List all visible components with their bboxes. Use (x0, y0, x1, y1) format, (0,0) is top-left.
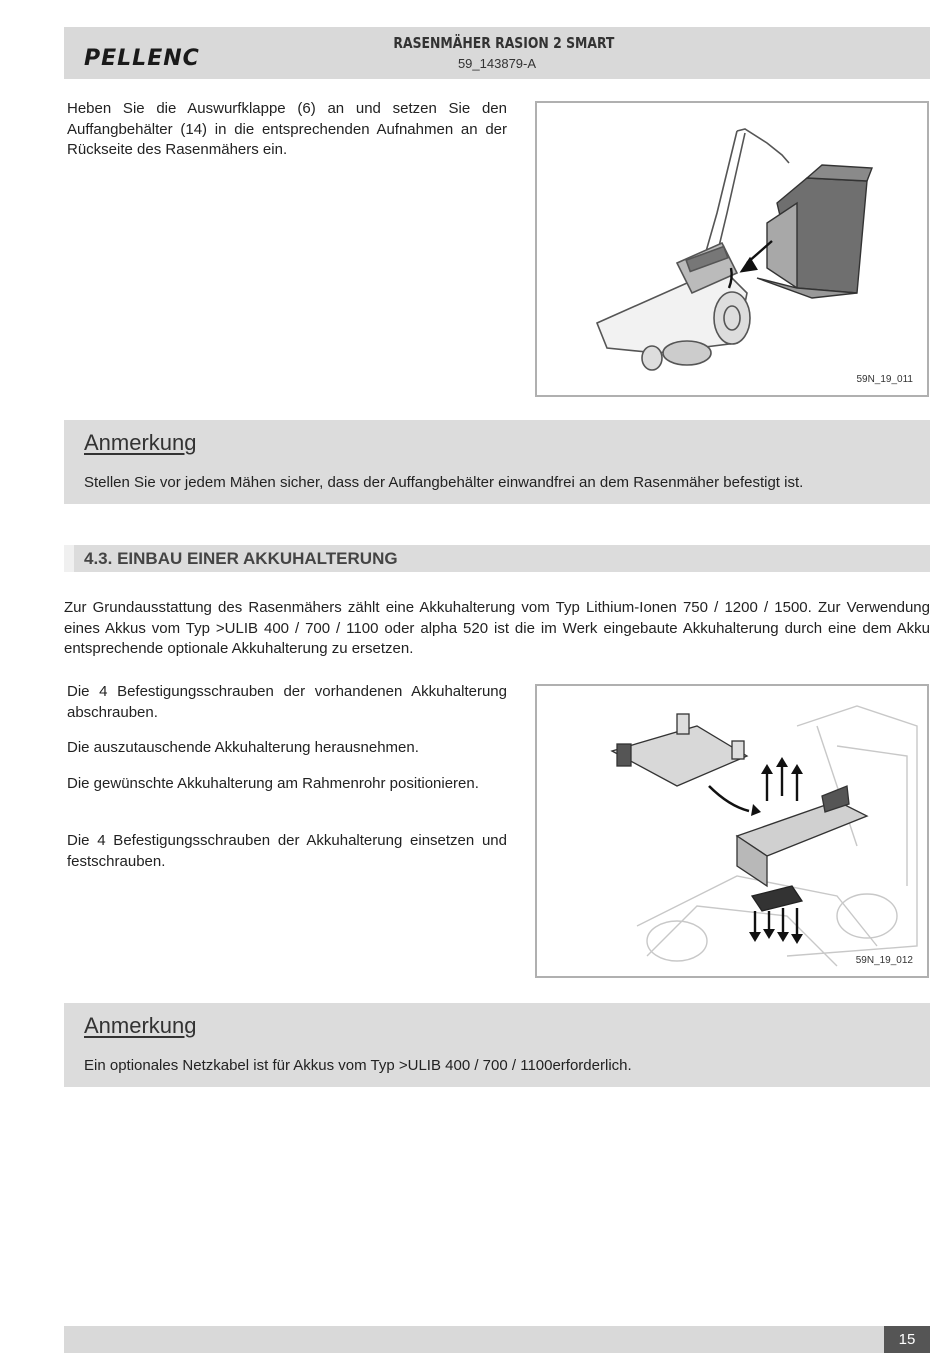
mounting-instruction-paragraph: Heben Sie die Auswurfklappe (6) an und setzen Sie den Auffangbehälter (14) in die entsprechenden Aufnahmen an der Rückseite des Rasenmähers ein. (67, 100, 507, 158)
section-header (64, 545, 930, 572)
note-title: Anmerkung (84, 1013, 197, 1038)
step-paragraph: Die 4 Befestigungsschrauben der vorhandenen Akkuhalterung abschrauben. (67, 683, 507, 721)
lawnmower-catcher-illustration (537, 103, 927, 395)
page-footer (64, 1326, 930, 1353)
step-paragraph: Die 4 Befestigungsschrauben der Akkuhalterung einsetzen und festschrauben. (67, 832, 507, 870)
note-title: Anmerkung (84, 430, 197, 455)
document-number: 59_143879-A (457, 56, 537, 71)
step-paragraph: Die gewünschte Akkuhalterung am Rahmenrohr positionieren. (67, 775, 479, 792)
grass-catcher-figure (535, 101, 929, 397)
battery-holder-figure (535, 684, 929, 978)
document-title: RASENMÄHER RASION 2 SMART (393, 34, 615, 52)
note-text: Ein optionales Netzkabel ist für Akkus vom Typ >ULIB 400 / 700 / 1100erforderlich. (84, 1057, 632, 1074)
figure-reference-code: 59N_19_012 (855, 955, 913, 966)
note-text: Stellen Sie vor jedem Mähen sicher, dass der Auffangbehälter einwandfrei an dem Rasenmäher befestigt ist. (84, 474, 804, 491)
note-box (64, 420, 930, 504)
note-box (64, 1003, 930, 1087)
brand-logo: PELLENC (84, 46, 200, 71)
battery-holder-illustration (537, 686, 927, 976)
section-title: 4.3. EINBAU EINER AKKUHALTERUNG (84, 549, 398, 568)
section-intro-paragraph: Zur Grundausstattung des Rasenmähers zählt eine Akkuhalterung vom Typ Lithium-Ionen 750 / 1200 / 1500. Zur Verwendung eines Akkus vom Typ >ULIB 400 / 700 / 1100 oder alpha 520 ist die im Werk eingebaute Akkuhalterung durch eine dem Akku entsprechende optionale Akkuhalterung zu ersetzen. (64, 599, 930, 657)
figure-reference-code: 59N_19_011 (856, 374, 913, 385)
step-paragraph: Die auszutauschende Akkuhalterung herausnehmen. (67, 739, 419, 756)
page-number: 15 (884, 1326, 930, 1353)
